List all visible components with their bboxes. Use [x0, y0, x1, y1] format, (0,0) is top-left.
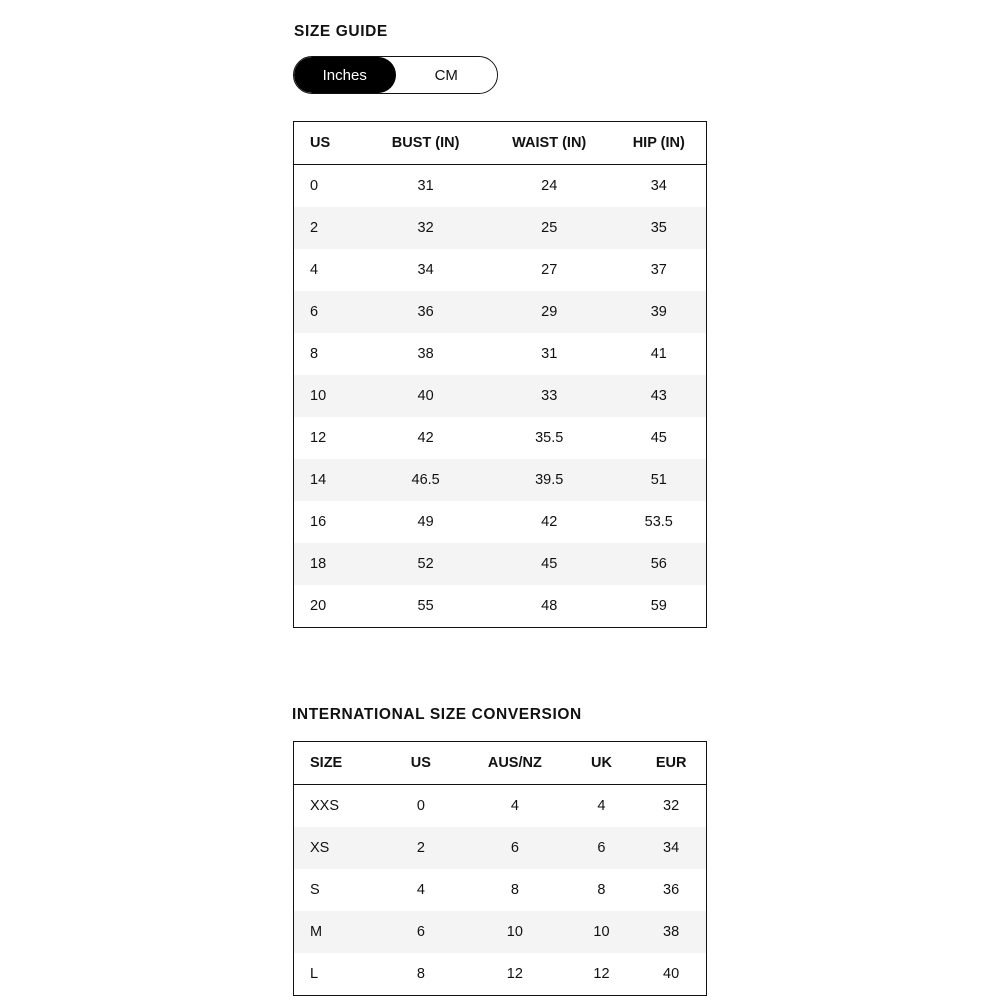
cell-hip: 53.5 [644, 514, 673, 530]
cell-size: XXS [310, 798, 340, 814]
cell-ausnz: 12 [506, 966, 523, 982]
table-row [294, 953, 706, 995]
cell-us: 0 [416, 798, 425, 814]
table-row [294, 501, 706, 543]
cell-us: 10 [294, 375, 364, 417]
cell-eur: 36 [663, 882, 680, 898]
table-row [294, 785, 706, 828]
cell-hip: 51 [612, 459, 706, 501]
table-row [294, 417, 706, 459]
cell-waist: 31 [541, 346, 558, 362]
cell-eur: 38 [636, 911, 706, 953]
column-header-hip: HIP (IN) [612, 122, 706, 165]
cell-uk: 12 [593, 966, 610, 982]
cell-bust: 34 [417, 262, 434, 278]
table-row [294, 585, 706, 627]
cell-bust: 40 [364, 375, 487, 417]
table-row [294, 911, 706, 953]
cell-ausnz: 8 [510, 882, 519, 898]
cell-us: 8 [416, 966, 425, 982]
cell-bust: 31 [417, 178, 434, 194]
cell-hip: 34 [650, 178, 667, 194]
international-size-table [293, 741, 707, 996]
unit-option-cm[interactable]: CM [396, 57, 498, 93]
cell-hip: 59 [650, 598, 667, 614]
column-header-uk: UK [567, 742, 637, 785]
cell-uk: 4 [597, 798, 606, 814]
cell-ausnz: 6 [463, 827, 567, 869]
cell-waist: 35.5 [535, 430, 564, 446]
column-header-size: SIZE [294, 742, 379, 785]
cell-us: 4 [310, 262, 319, 278]
cell-us: 2 [379, 827, 463, 869]
column-header-us: US [294, 122, 364, 165]
cell-us: 6 [379, 911, 463, 953]
cell-waist: 27 [541, 262, 558, 278]
table-row [294, 375, 706, 417]
unit-toggle[interactable] [293, 56, 498, 94]
column-header-bust: BUST (IN) [364, 122, 487, 165]
table-row [294, 207, 706, 249]
table-row [294, 543, 706, 585]
cell-waist: 25 [487, 207, 612, 249]
cell-waist: 48 [541, 598, 558, 614]
cell-waist: 42 [541, 514, 558, 530]
cell-us: 8 [310, 346, 319, 362]
cell-uk: 6 [567, 827, 637, 869]
cell-us: 2 [294, 207, 364, 249]
cell-bust: 55 [417, 598, 434, 614]
cell-bust: 42 [417, 430, 434, 446]
cell-size: L [310, 966, 319, 982]
table-row [294, 249, 706, 291]
cell-hip: 41 [650, 346, 667, 362]
cell-us: 20 [310, 598, 327, 614]
cell-us: 6 [294, 291, 364, 333]
cell-us: 16 [310, 514, 327, 530]
cell-bust: 49 [417, 514, 434, 530]
table-header-row [294, 122, 706, 165]
table-header-row [294, 742, 706, 785]
table-row [294, 291, 706, 333]
column-header-ausnz: AUS/NZ [463, 742, 567, 785]
cell-ausnz: 10 [463, 911, 567, 953]
international-section-title: INTERNATIONAL SIZE CONVERSION [292, 705, 582, 723]
table-row [294, 827, 706, 869]
column-header-waist: WAIST (IN) [487, 122, 612, 165]
cell-hip: 56 [612, 543, 706, 585]
cell-hip: 37 [650, 262, 667, 278]
table-row [294, 869, 706, 911]
cell-us: 14 [294, 459, 364, 501]
cell-hip: 35 [612, 207, 706, 249]
column-header-eur: EUR [636, 742, 706, 785]
cell-bust: 36 [364, 291, 487, 333]
cell-hip: 43 [612, 375, 706, 417]
cell-hip: 39 [612, 291, 706, 333]
cell-uk: 10 [567, 911, 637, 953]
cell-uk: 8 [597, 882, 606, 898]
cell-us: 0 [310, 178, 319, 194]
table-row [294, 459, 706, 501]
cell-size: M [294, 911, 379, 953]
cell-waist: 39.5 [487, 459, 612, 501]
cell-us: 4 [416, 882, 425, 898]
table-row [294, 165, 706, 208]
column-header-us: US [379, 742, 463, 785]
cell-waist: 24 [541, 178, 558, 194]
cell-waist: 45 [487, 543, 612, 585]
unit-option-inches[interactable]: Inches [294, 57, 396, 93]
cell-size: XS [294, 827, 379, 869]
cell-eur: 34 [636, 827, 706, 869]
table-row [294, 333, 706, 375]
cell-ausnz: 4 [510, 798, 519, 814]
cell-bust: 52 [364, 543, 487, 585]
cell-waist: 33 [487, 375, 612, 417]
cell-waist: 29 [487, 291, 612, 333]
cell-us: 18 [294, 543, 364, 585]
cell-bust: 46.5 [364, 459, 487, 501]
cell-us: 12 [310, 430, 327, 446]
cell-bust: 32 [364, 207, 487, 249]
page-title: SIZE GUIDE [294, 22, 388, 40]
cell-eur: 32 [663, 798, 680, 814]
cell-size: S [310, 882, 320, 898]
size-guide-table [293, 121, 707, 628]
cell-hip: 45 [650, 430, 667, 446]
cell-bust: 38 [417, 346, 434, 362]
cell-eur: 40 [663, 966, 680, 982]
